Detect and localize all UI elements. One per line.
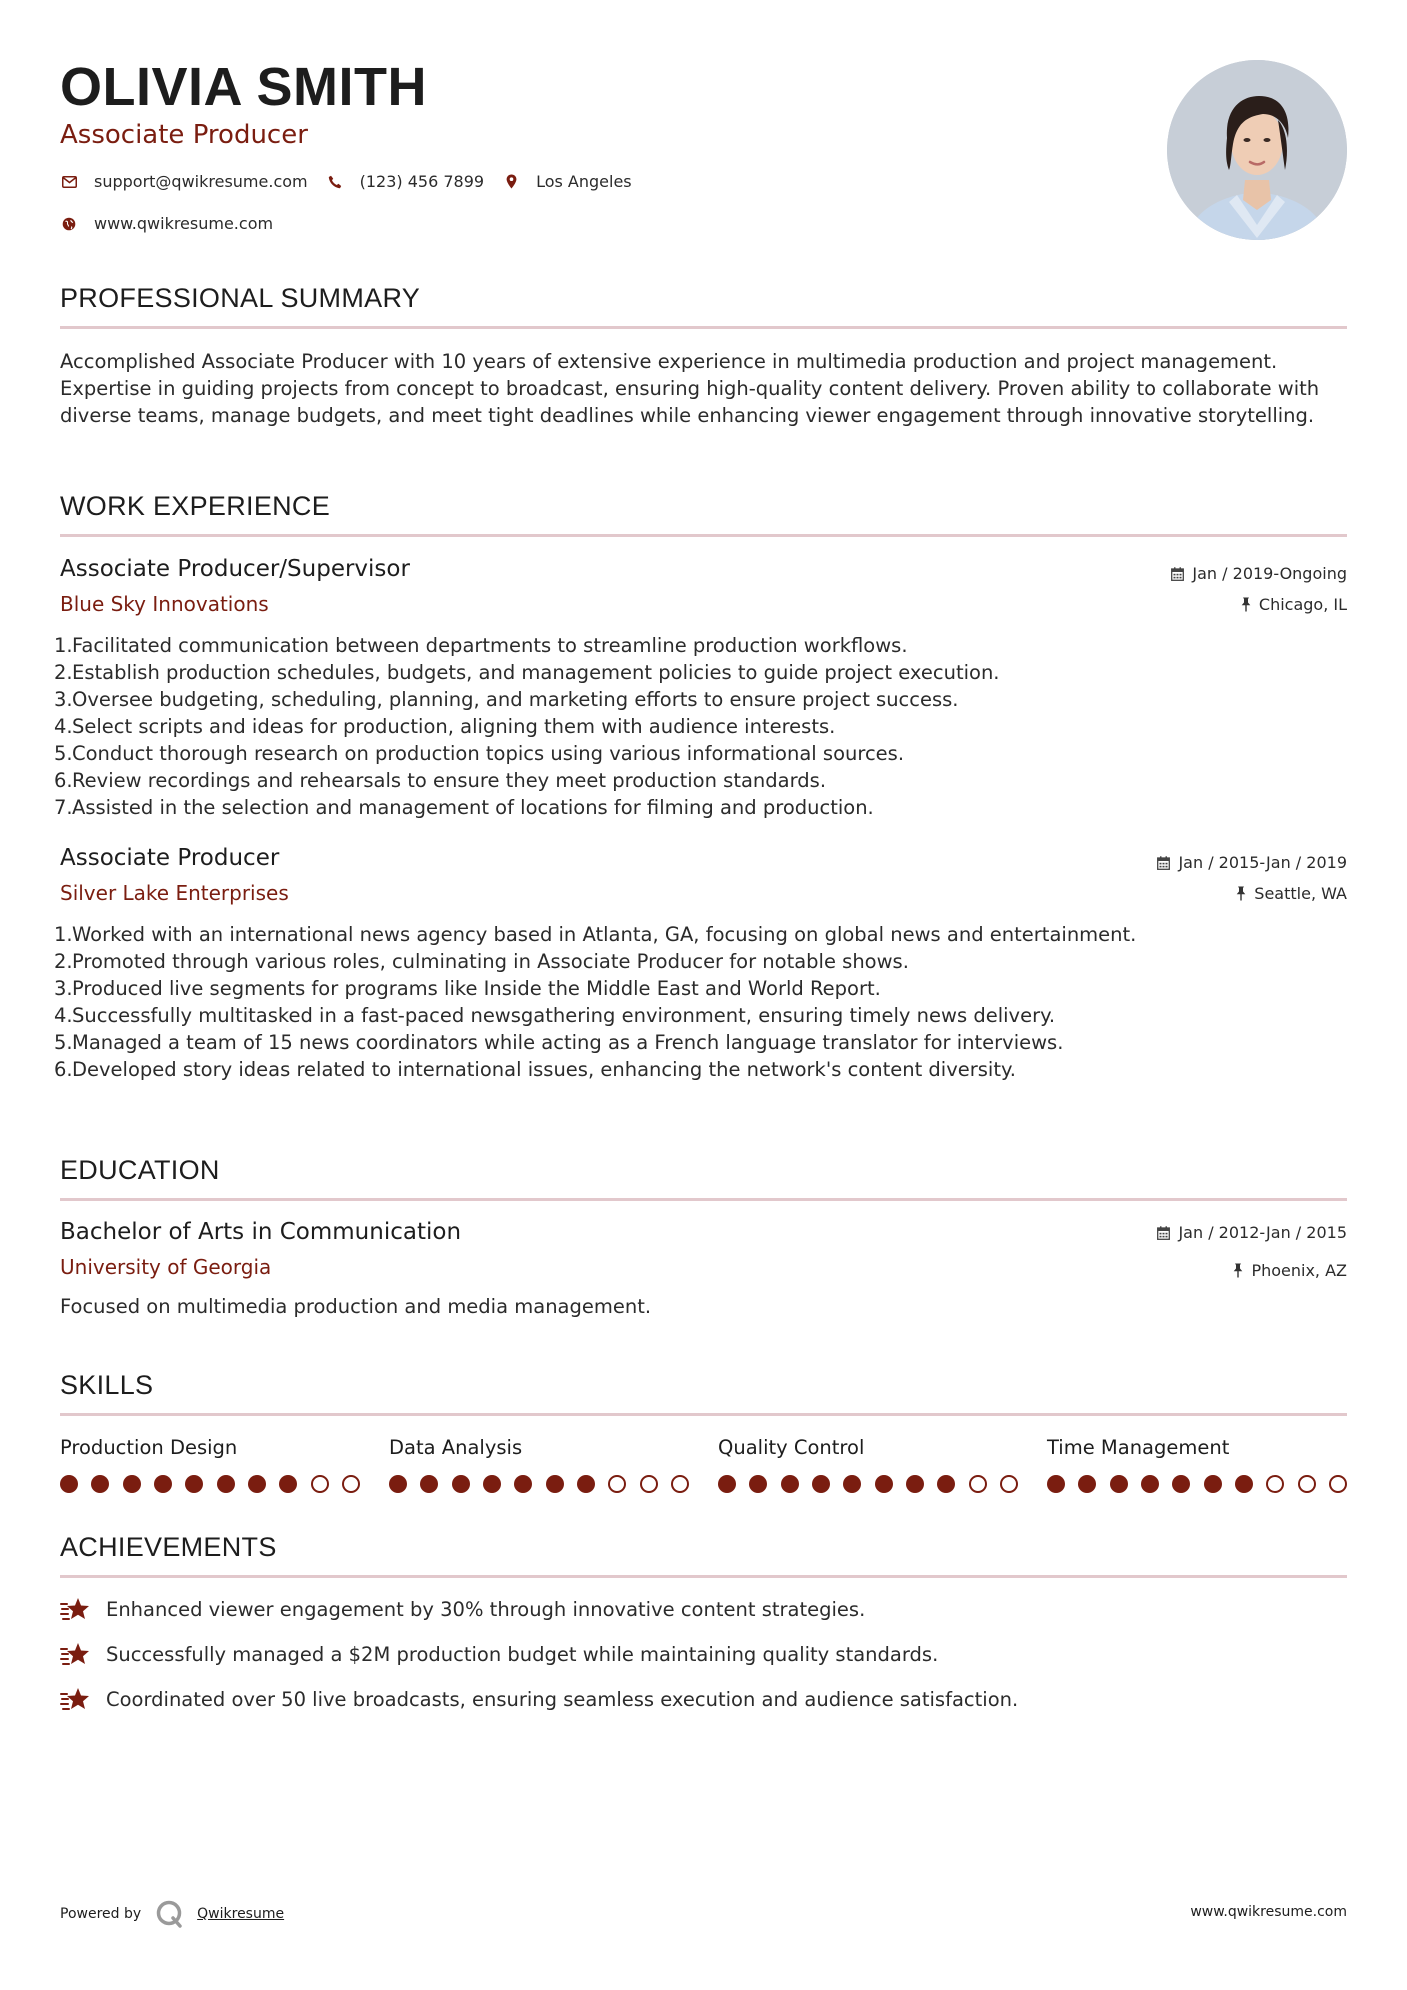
section-divider [60,1413,1347,1416]
education-location-text: Phoenix, AZ [1251,1261,1347,1280]
rating-dot-filled [185,1475,203,1493]
list-item: 3. Produced live segments for programs like Inside the Middle East and World Report. [54,977,881,1000]
contact-website[interactable] [60,214,273,233]
rating-dot-filled [248,1475,266,1493]
rating-dot-filled [452,1475,470,1493]
contact-row [60,172,650,191]
skill-name: Data Analysis [389,1436,523,1459]
job-location-text: Seattle, WA [1254,884,1347,903]
job-dates [1171,564,1347,583]
list-item: 2. Promoted through various roles, culminating in Associate Producer for notable shows. [54,950,909,973]
skill-rating [60,1475,360,1493]
list-item: 4. Successfully multitasked in a fast-paced newsgathering environment, ensuring timely news delivery. [54,1004,1056,1027]
rating-dot-filled [906,1475,924,1493]
rating-dot-empty [640,1475,658,1493]
candidate-name: OLIVIA SMITH [60,57,427,117]
achievement-item [60,1595,1347,1623]
list-item: 2. Establish production schedules, budgets, and management policies to guide project execution. [54,661,1000,684]
rating-dot-filled [91,1475,109,1493]
school-name: University of Georgia [60,1255,272,1279]
pushpin-icon [1236,886,1246,901]
rating-dot-empty [311,1475,329,1493]
powered-by-label: Powered by [60,1906,142,1922]
skill-item [718,1436,1018,1493]
skill-item [389,1436,689,1493]
rating-dot-filled [843,1475,861,1493]
rating-dot-empty [1329,1475,1347,1493]
calendar-icon [1157,1226,1170,1240]
education-dates [1157,1223,1347,1242]
section-divider [60,534,1347,537]
rating-dot-filled [546,1475,564,1493]
section-divider [60,1575,1347,1578]
skills-heading: SKILLS [60,1370,154,1400]
skills-section [60,1370,1347,1493]
rating-dot-filled [123,1475,141,1493]
rating-dot-filled [875,1475,893,1493]
summary-heading: PROFESSIONAL SUMMARY [60,283,421,313]
job-bullets [54,632,1347,821]
qwikresume-logo-icon [155,1900,185,1928]
rating-dot-filled [1204,1475,1222,1493]
contact-row [60,214,291,233]
contact-email[interactable] [60,172,308,191]
list-item: 5. Conduct thorough research on production topics using various informational sources. [54,742,905,765]
list-item: 6. Developed story ideas related to international issues, enhancing the network's content diversity. [54,1058,1016,1081]
job-title: Associate Producer/Supervisor [60,556,410,582]
rating-dot-filled [420,1475,438,1493]
skills-grid [60,1436,1347,1493]
achievements-heading: ACHIEVEMENTS [60,1532,277,1562]
list-item: 3. Oversee budgeting, scheduling, planning, and marketing efforts to ensure project success. [54,688,959,711]
star-icon [60,1685,92,1713]
pushpin-icon [1241,597,1251,612]
skill-name: Quality Control [718,1436,865,1459]
rating-dot-filled [1172,1475,1190,1493]
rating-dot-filled [1235,1475,1253,1493]
list-item: 7. Assisted in the selection and management of locations for filming and production. [54,796,874,819]
envelope-icon [60,173,78,191]
rating-dot-filled [937,1475,955,1493]
job-location [1236,884,1347,903]
rating-dot-filled [217,1475,235,1493]
rating-dot-filled [577,1475,595,1493]
skill-item [60,1436,360,1493]
achievements-section [60,1532,1347,1713]
location-text: Los Angeles [536,172,632,191]
summary-text: Accomplished Associate Producer with 10 years of extensive experience in multimedia production and project management. Expertise in guiding projects from concept to broadcast, ensuring high-quality content delivery. Proven ability to collaborate with diverse teams, manage budgets, and meet tight deadlines while enhancing viewer engagement through innovative storytelling. [60,350,1320,427]
skill-name: Production Design [60,1436,238,1459]
job-title: Associate Producer [60,845,280,871]
education-dates-text: Jan / 2012-Jan / 2015 [1178,1223,1347,1242]
job-company: Blue Sky Innovations [60,592,269,616]
job-location-text: Chicago, IL [1258,595,1347,614]
experience-heading: WORK EXPERIENCE [60,491,331,521]
education-section [60,1155,1347,1318]
skill-item [1047,1436,1347,1493]
calendar-icon [1157,856,1170,870]
skill-rating [718,1475,1018,1493]
star-icon [60,1640,92,1668]
section-divider [60,326,1347,329]
degree-title: Bachelor of Arts in Communication [60,1219,462,1245]
rating-dot-filled [1110,1475,1128,1493]
achievement-item [60,1685,1347,1713]
rating-dot-empty [671,1475,689,1493]
job-dates-text: Jan / 2019-Ongoing [1192,564,1347,583]
email-text: support@qwikresume.com [94,172,308,191]
rating-dot-filled [749,1475,767,1493]
rating-dot-filled [1141,1475,1159,1493]
job-bullets [54,921,1347,1083]
achievement-text: Successfully managed a $2M production budget while maintaining quality standards. [106,1642,939,1666]
achievement-text: Enhanced viewer engagement by 30% through innovative content strategies. [106,1597,866,1621]
job-entry [54,845,1347,1083]
education-heading: EDUCATION [60,1155,220,1185]
rating-dot-empty [1266,1475,1284,1493]
brand-link[interactable]: Qwikresume [197,1906,285,1922]
experience-section [54,491,1347,1083]
rating-dot-empty [342,1475,360,1493]
pushpin-icon [1233,1263,1243,1278]
achievement-text: Coordinated over 50 live broadcasts, ensuring seamless execution and audience satisfaction. [106,1687,1019,1711]
list-item: 1. Worked with an international news agency based in Atlanta, GA, focusing on global news and entertainment. [54,923,1137,946]
rating-dot-filled [279,1475,297,1493]
phone-icon [326,173,344,191]
summary-section [60,283,1347,429]
rating-dot-filled [483,1475,501,1493]
rating-dot-empty [1298,1475,1316,1493]
rating-dot-empty [608,1475,626,1493]
phone-text: (123) 456 7899 [359,172,485,191]
achievement-item [60,1640,1347,1668]
footer-url[interactable]: www.qwikresume.com [1190,1904,1347,1920]
skill-name: Time Management [1047,1436,1230,1459]
rating-dot-filled [718,1475,736,1493]
rating-dot-filled [60,1475,78,1493]
list-item: 6. Review recordings and rehearsals to ensure they meet production standards. [54,769,827,792]
rating-dot-empty [969,1475,987,1493]
star-icon [60,1595,92,1623]
rating-dot-filled [812,1475,830,1493]
skill-rating [389,1475,689,1493]
contact-location [502,172,632,191]
candidate-role: Associate Producer [60,120,308,150]
calendar-icon [1171,567,1184,581]
globe-icon [60,215,78,233]
rating-dot-filled [1047,1475,1065,1493]
resume-header [60,0,1347,255]
job-location [1241,595,1347,614]
job-company: Silver Lake Enterprises [60,881,289,905]
education-location [1233,1261,1347,1280]
profile-photo [1167,60,1347,240]
job-entry [54,556,1347,821]
contact-phone[interactable] [326,172,484,191]
job-dates-text: Jan / 2015-Jan / 2019 [1178,853,1347,872]
education-description: Focused on multimedia production and media management. [60,1295,652,1318]
powered-by [60,1900,284,1928]
website-text: www.qwikresume.com [94,214,274,233]
education-entry [60,1219,1347,1318]
list-item: 4. Select scripts and ideas for production, aligning them with audience interests. [54,715,836,738]
rating-dot-filled [389,1475,407,1493]
rating-dot-empty [1000,1475,1018,1493]
rating-dot-filled [1078,1475,1096,1493]
list-item: 5. Managed a team of 15 news coordinators while acting as a French language translator for interviews. [54,1031,1064,1054]
rating-dot-filled [514,1475,532,1493]
page-footer [60,1900,1347,1930]
rating-dot-filled [154,1475,172,1493]
map-pin-icon [502,173,520,191]
skill-rating [1047,1475,1347,1493]
list-item: 1. Facilitated communication between departments to streamline production workflows. [54,634,908,657]
rating-dot-filled [781,1475,799,1493]
job-dates [1157,853,1347,872]
section-divider [60,1198,1347,1201]
